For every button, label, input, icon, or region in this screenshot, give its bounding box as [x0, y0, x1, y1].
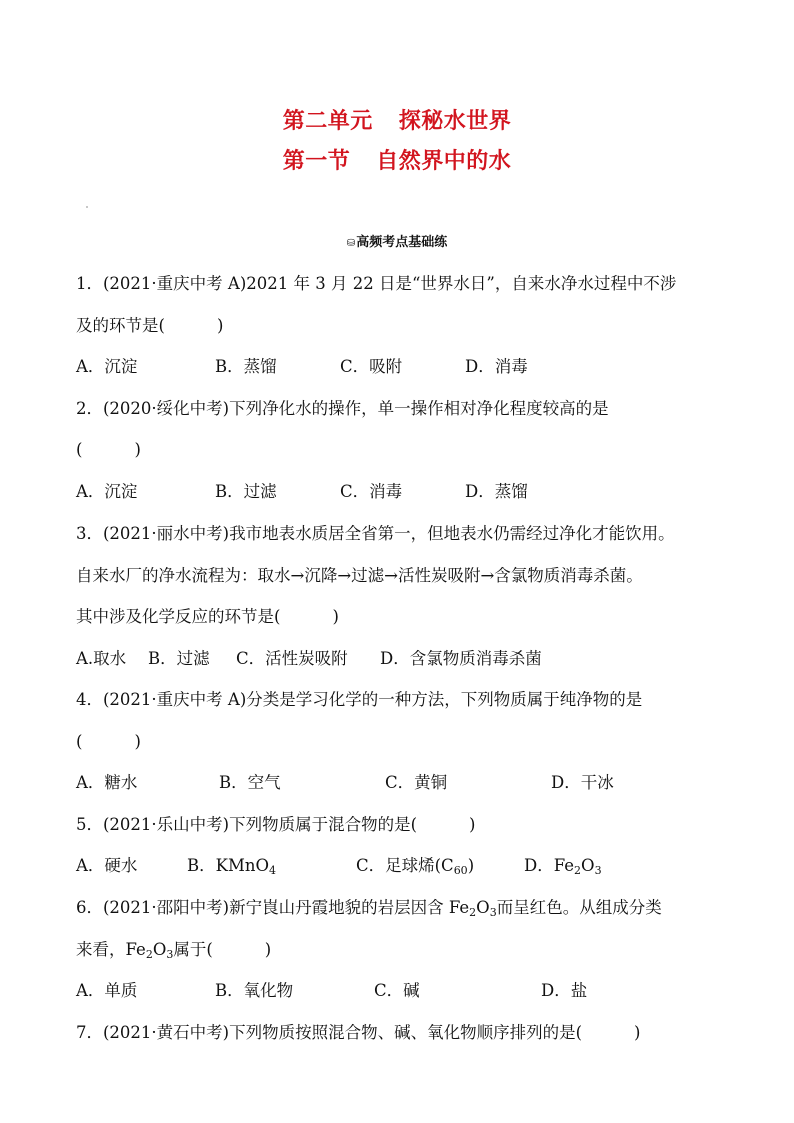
q1-option-d: D．消毒 [465, 357, 528, 376]
q4-option-d: D．干冰 [551, 773, 614, 792]
q6-option-a: A．单质 [76, 981, 138, 1000]
unit-topic: 探秘水世界 [398, 109, 512, 134]
q1-line-1: 1．(2021·重庆中考 A)2021 年 3 月 22 日是“世界水日”，自来水净水过程中不涉 [76, 274, 677, 293]
q5-option-b-sub: 4 [269, 864, 277, 877]
q7-close: ) [634, 1023, 641, 1042]
q6-sub-3: 2 [145, 948, 153, 961]
q6-text-3: 来看，Fe [76, 940, 146, 959]
practice-label: 高频考点基础练 [356, 235, 448, 250]
q6-option-d: D．盐 [541, 981, 588, 1000]
unit-title [0, 104, 794, 135]
section-title [0, 144, 794, 175]
q3-line-2: 自来水厂的净水流程为：取水→沉降→过滤→活性炭吸附→含氯物质消毒杀菌。 [76, 566, 643, 585]
q2-option-d: D．蒸馏 [465, 482, 528, 501]
q6-line-1 [76, 898, 662, 918]
q1-option-c: C．吸附 [340, 357, 403, 376]
q6-text-4: 属于( [173, 940, 213, 959]
q7-stem: 7．(2021·黄石中考)下列物质按照混合物、碱、氧化物顺序排列的是( [76, 1023, 583, 1042]
q5-option-c-sub: 60 [453, 864, 468, 877]
q3-option-d: D．含氯物质消毒杀菌 [380, 649, 542, 668]
q3-close: ) [332, 607, 339, 626]
q4-option-c: C．黄铜 [385, 773, 448, 792]
q5-option-d [524, 856, 602, 876]
q6-o: O [476, 898, 490, 917]
q4-line-2 [76, 732, 141, 752]
q1-option-a: A．沉淀 [76, 357, 138, 376]
q6-option-c: C．碱 [374, 981, 420, 1000]
q7-line-1 [76, 1023, 640, 1043]
q5-stem: 5．(2021·乐山中考)下列物质属于混合物的是( [76, 815, 418, 834]
q5-option-c-text: C．足球烯(C [356, 856, 454, 875]
page-mark [86, 206, 88, 208]
q5-option-c [356, 856, 474, 876]
q2-line-1: 2．(2020·绥化中考)下列净化水的操作，单一操作相对净化程度较高的是 [76, 399, 609, 418]
q5-line-1 [76, 815, 475, 835]
q2-option-c: C．消毒 [340, 482, 403, 501]
q6-sub-2: 3 [489, 906, 497, 919]
practice-header [0, 231, 794, 250]
q6-sub-1: 2 [469, 906, 477, 919]
q4-close: ) [134, 732, 141, 751]
q6-text-2: 而呈红色。从组成分类 [496, 898, 662, 917]
q1-line-2 [76, 316, 223, 336]
q2-option-b: B．过滤 [215, 482, 277, 501]
section-topic: 自然界中的水 [376, 149, 512, 174]
q6-sub-4: 3 [166, 948, 174, 961]
q5-option-d-text: D．Fe [524, 856, 575, 875]
section-label: 第一节 [282, 149, 351, 174]
q4-open: ( [76, 732, 83, 751]
unit-label: 第二单元 [282, 109, 373, 134]
q6-text-1: 6．(2021·邵阳中考)新宁崀山丹霞地貌的岩层因含 Fe [76, 898, 470, 917]
q6-line-2 [76, 940, 271, 960]
q6-o-2: O [152, 940, 167, 959]
q1-stem-end: 及的环节是( [76, 316, 165, 335]
practice-icon: ⛁ [346, 238, 356, 249]
q3-option-b: B．过滤 [148, 649, 210, 668]
q5-option-d-sub-2: 3 [594, 864, 602, 877]
q2-line-2 [76, 440, 141, 460]
q2-close: ) [134, 440, 141, 459]
q5-close: ) [469, 815, 476, 834]
q3-stem-end: 其中涉及化学反应的环节是( [76, 607, 281, 626]
q4-line-1: 4．(2021·重庆中考 A)分类是学习化学的一种方法，下列物质属于纯净物的是 [76, 690, 643, 709]
q5-option-d-sub-1: 2 [574, 864, 582, 877]
q3-line-1: 3．(2021·丽水中考)我市地表水质居全省第一，但地表水仍需经过净化才能饮用。 [76, 524, 675, 543]
q1-close: ) [216, 316, 224, 335]
q6-close: ) [264, 940, 272, 959]
q6-option-b: B．氧化物 [215, 981, 294, 1000]
q5-option-a: A．硬水 [76, 856, 138, 875]
q2-option-a: A．沉淀 [76, 482, 138, 501]
q3-option-c: C．活性炭吸附 [236, 649, 348, 668]
q5-option-b-text: B．KMnO [187, 856, 270, 875]
q4-option-b: B．空气 [219, 773, 281, 792]
q4-option-a: A．糖水 [76, 773, 138, 792]
q5-option-d-o: O [581, 856, 595, 875]
q5-option-b [187, 856, 276, 876]
q1-option-b: B．蒸馏 [215, 357, 277, 376]
q2-open: ( [76, 440, 83, 459]
q3-option-a: A.取水 [76, 649, 127, 668]
q3-line-3 [76, 607, 339, 627]
q5-option-c-close: ) [467, 856, 475, 875]
